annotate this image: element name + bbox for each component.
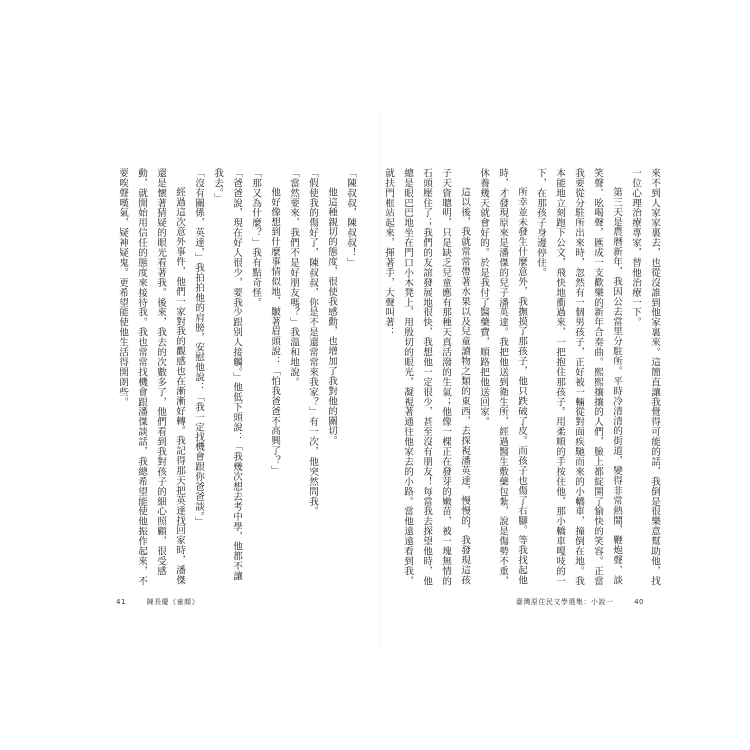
page-number: 41 — [116, 598, 126, 606]
book-spread — [70, 110, 690, 650]
page-number: 40 — [634, 598, 644, 606]
paragraph: 「爸爸說，現在好人很少，要我少跟別人接觸。」他低下頭說：「我幾次想去考中學，他都不讓我去。」 — [212, 168, 242, 582]
paragraph: 「假使我的傷好了，陳叔叔，你是不是還常常來我家？」有一次，他突然問我。 — [307, 168, 318, 517]
paragraph: 「那又為什麼？」我有點奇怪。 — [250, 168, 261, 308]
paragraph: 來不到人家家裏去，也從沒誰到他家裏來。這簡直讓我覺得可能的話，我倒是很樂意幫助他，找一位心理治療專家，替他治療一下。 — [630, 168, 660, 586]
paragraph: 他這種親切的態度，很使我感動，也增加了我對他的關切。 — [326, 187, 337, 446]
right-page-footer — [516, 597, 662, 607]
paragraph: 第三天是農曆新年，我因公去當里分駐所。平時冷清清的街道，變得非常熱鬧，鞭炮聲、談笑聲、吆喝聲，匯成一支歡樂的新年合奏曲。熙熙攘攘的人們，臉上都綻開了愉快的笑容。正當我要從分駐所出來時，忽然有一個男孩子，正好被一輛從對面疾馳而來的小轎車，撞倒在地。我本能地立刻跑下公文，飛快地衝過來，一把抱住那孩子。用柔順的手按住他，那小轎車嘎吱的一下，在那孩子身邊停住。 — [535, 168, 622, 586]
paragraph: 這以後，我就常常帶著水果以及兒童讀物之類的東西，去探視潘英達，慢慢的，我發現這孩子天資聰明，只是缺乏兒童應有那種天真活潑的生氣；他像一棵正在發芽的嫩苗，被一塊無情的石頭壓住了；我們的友誼發展地很快，我想他一定很少，甚至沒有朋友！每當我去探望他時，他總是眼巴巴地坐在門口小木凳上，用殷切的眼光，凝視著通往他家去的小路。當他遠遠看到我，就扶門框站起來，揮著手，大聲叫著： — [383, 168, 470, 586]
left-page — [102, 168, 360, 588]
left-page-text — [102, 168, 360, 588]
running-title: 陳長慶《童顏》 — [146, 598, 200, 606]
right-page-text — [383, 168, 664, 588]
paragraph: 「陳叔叔，陳叔叔！」 — [345, 168, 356, 268]
paragraph: 「沒有關係，英達，」我拍拍他的肩膀，安慰他說：「我一定找機會跟你爸爸談。」 — [193, 168, 204, 527]
paragraph: 所幸並未發生什麼意外，我撫摸了那孩子，他只跌破了皮。而孩子也傷了右腳。等我找起他時，才發現原來是潘傑的兒子潘英達。我把他送到衛生所，經過醫生敷藥包紮，說是傷勢不重，休養幾天就會好的。於是我付了醫藥費，順路把他送回家。 — [478, 168, 527, 586]
left-page-footer — [98, 597, 199, 607]
paragraph: 經過這次意外事件，他們一家對我的觀感也在漸漸好轉。我記得那天把英達找回家時，潘傑還是懷著猜疑的眼光看著我。後來，我去的次數多了，他們看到我對孩子的細心照顧，很受感動，就開始用信任的態度來接待我。我也常常找機會跟潘傑談話，我總希望能使他振作起來，不要唉聲嘆氣，疑神疑鬼。更希望能使他生活得開朗些。 — [117, 168, 185, 586]
right-page — [383, 168, 664, 588]
paragraph: 「當然要來，我們不是好朋友嗎？」我溫和地說。 — [288, 168, 299, 387]
paragraph: 他好像想到什麼事情似地，皺著眉頭說：「怕我爸爸不高興了？」 — [269, 187, 280, 476]
running-title: 臺灣原住民文學選集：小說一 — [515, 598, 614, 606]
